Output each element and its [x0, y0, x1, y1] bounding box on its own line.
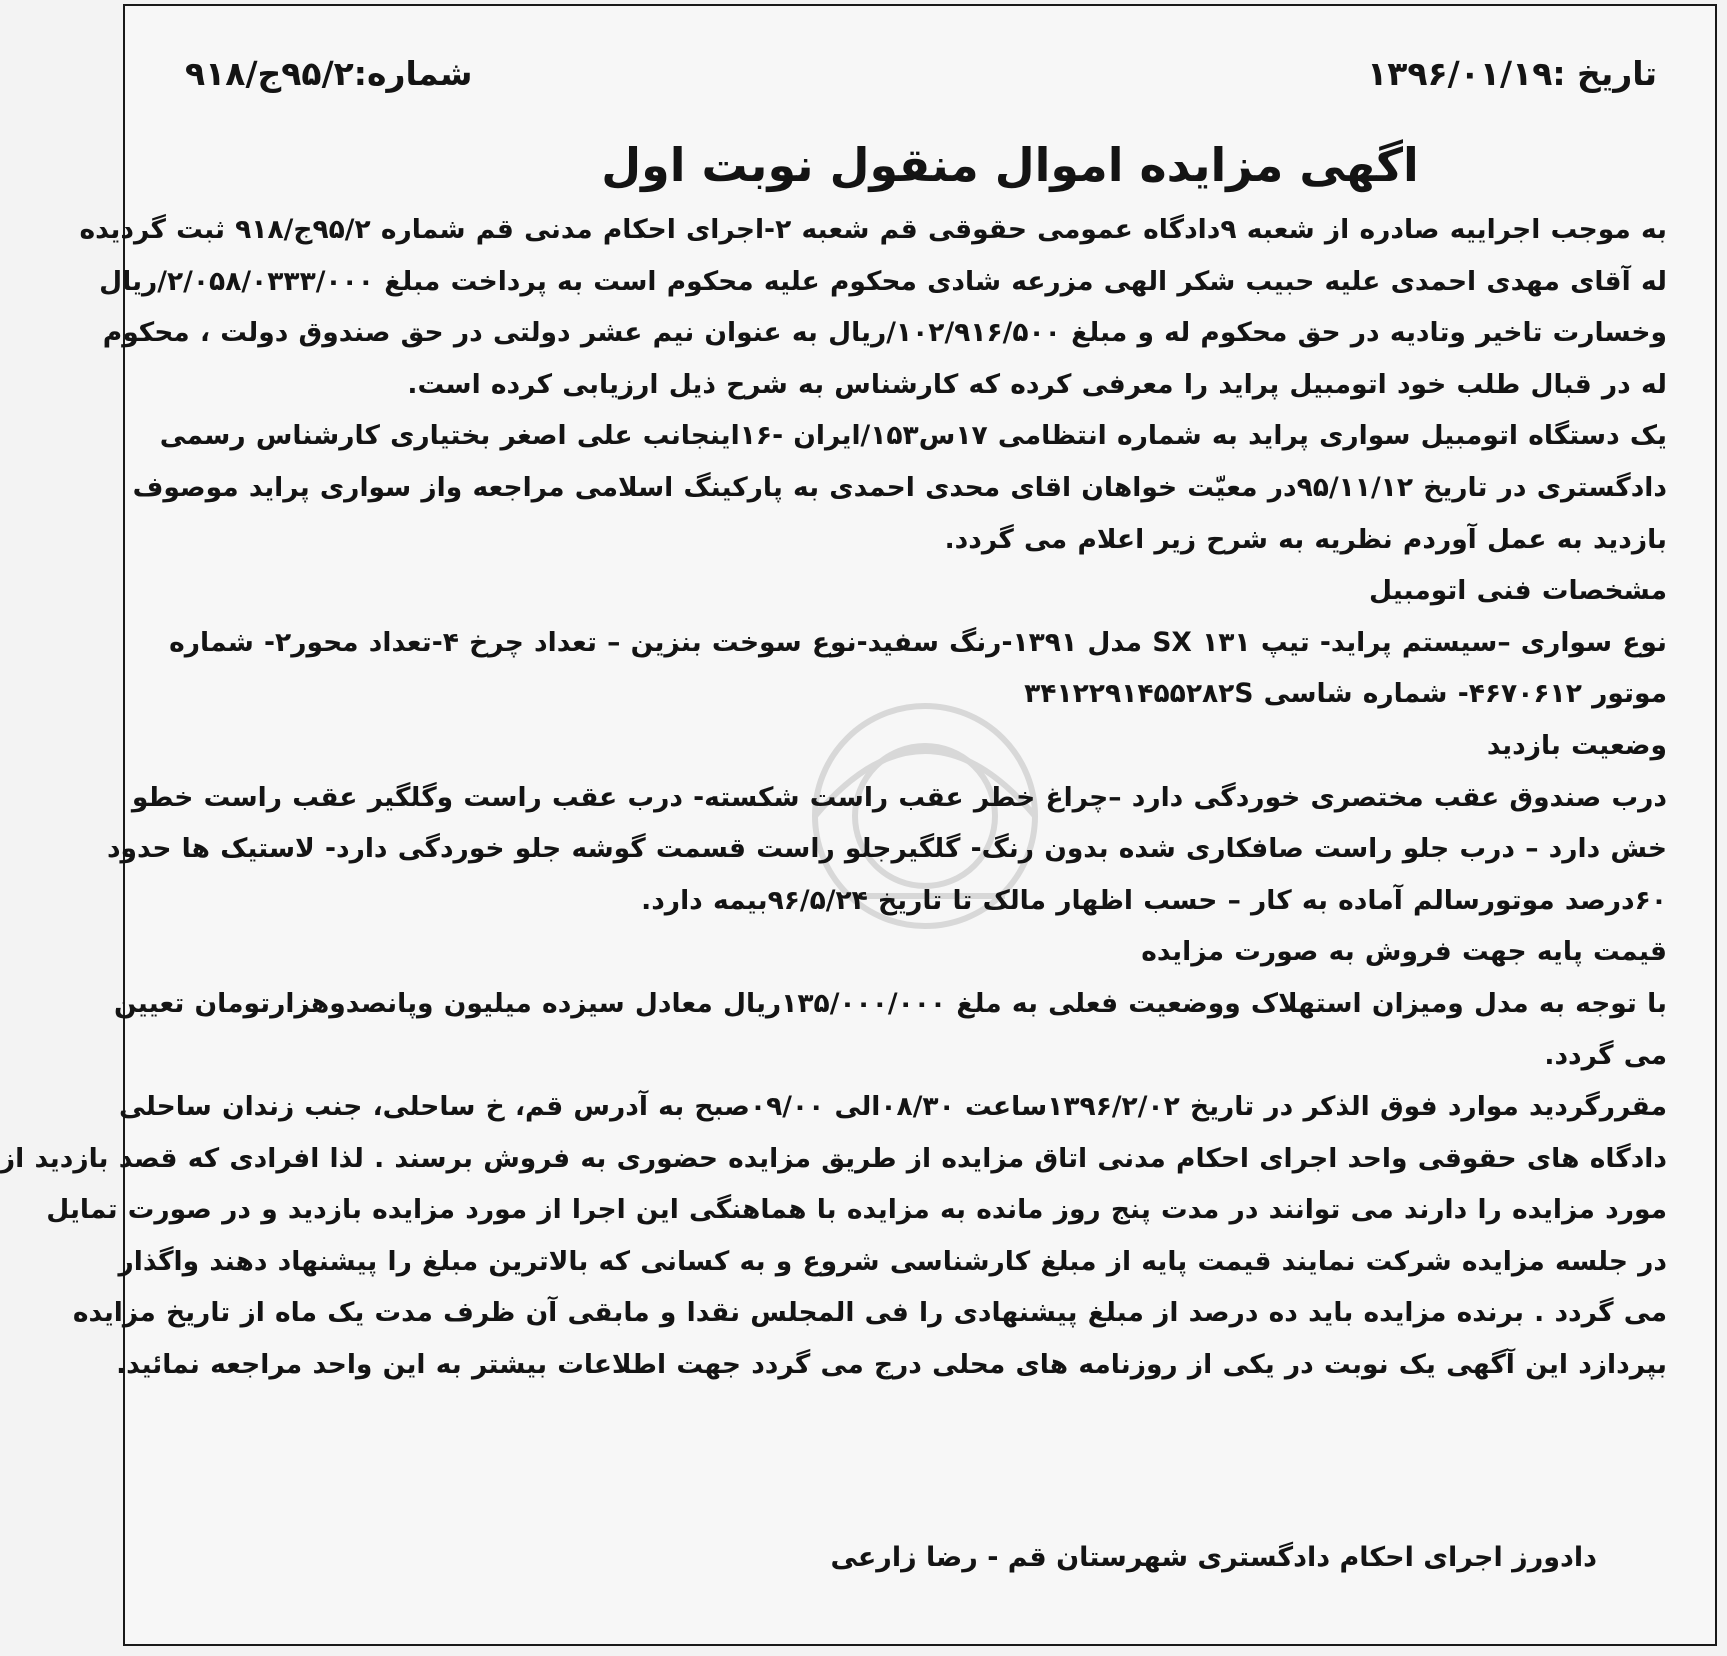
notice-frame — [0, 4, 1717, 1646]
text-line: در جلسه مزایده شرکت نمایند قیمت پایه از مبلغ کارشناسی شروع و به کسانی که بالاترین مبلغ را پیشنهاد دهند واگذار — [118, 1245, 1667, 1277]
expert-paragraph — [132, 410, 1667, 565]
price-paragraph — [113, 978, 1667, 1081]
visit-heading: وضعیت بازدید — [1486, 729, 1667, 761]
specs-heading: مشخصات فنی اتومبیل — [1369, 575, 1667, 607]
auction-paragraph — [0, 1081, 1667, 1391]
text-line: مقررگردید موارد فوق الذکر در تاریخ ۱۳۹۶/۲/۰۲ساعت ۰۸/۳۰الی ۰۹/۰۰صبح به آدرس قم، خ ساحلی، جنب زندان ساحلی — [119, 1091, 1667, 1123]
signature: دادورز اجرای احکام دادگستری شهرستان قم - رضا زارعی — [830, 1542, 1597, 1573]
text-line: موتور ۴۶۷۰۶۱۲- شماره شاسی ۳۴۱۲۲۹۱۴۵۵۲۸۲S — [1024, 678, 1667, 710]
visit-paragraph — [106, 772, 1667, 927]
notice-body — [0, 204, 1667, 1391]
text-line: مورد مزایده را دارند می توانند در مدت پنج روز مانده به مزایده با هماهنگی این اجرا از مورد مزایده بازدید و در صورت تمایل — [46, 1194, 1667, 1226]
text-line: خش دارد – درب جلو راست صافکاری شده بدون رنگ- گلگیرجلو راست قسمت گوشه جلو خوردگی دارد- لاستیک ها حدود — [106, 833, 1667, 865]
notice-date: تاریخ :۱۳۹۶/۰۱/۱۹ — [1367, 54, 1657, 93]
text-line: وخسارت تاخیر وتادیه در حق محکوم له و مبلغ ۱۰۲/۹۱۶/۵۰۰/ریال به عنوان نیم عشر دولتی در حق صندوق دولت ، محکوم — [102, 317, 1667, 349]
notice-number: شماره:۹۵/۲ج/۹۱۸ — [185, 54, 473, 93]
text-line: می گردد. — [1544, 1039, 1667, 1071]
text-line: له آقای مهدی احمدی علیه حبیب شکر الهی مزرعه شادی محکوم علیه محکوم است به پرداخت مبلغ ۲/۰۵۸/۰۳۳۳/۰۰۰/ریال — [99, 265, 1667, 297]
text-line: ۶۰درصد موتورسالم آماده به کار – حسب اظهار مالک تا تاریخ ۹۶/۵/۲۴بیمه دارد. — [641, 884, 1667, 916]
text-line: درب صندوق عقب مختصری خوردگی دارد –چراغ خطر عقب راست شکسته- درب عقب راست وگلگیر عقب راست خطو — [131, 781, 1667, 813]
text-line: دادگاه های حقوقی واحد اجرای احکام مدنی اتاق مزایده از طریق مزایده حضوری به فروش برسند . لذا افرادی که قصد بازدید از — [0, 1142, 1667, 1174]
text-line: نوع سواری –سیستم پراید- تیپ SX ۱۳۱ مدل ۱۳۹۱-رنگ سفید-نوع سوخت بنزین – تعداد چرخ ۴-تعداد محور۲- شماره — [169, 626, 1667, 658]
text-line: بپردازد این آگهی یک نوبت در یکی از روزنامه های محلی درج می گردد جهت اطلاعات بیشتر به این واحد مراجعه نمائید. — [116, 1349, 1667, 1381]
specs-paragraph — [171, 617, 1667, 720]
text-line: دادگستری در تاریخ ۹۵/۱۱/۱۲در معیّت خواهان اقای محدی احمدی به پارکینگ اسلامی مراجعه واز سواری پراید موصوف — [132, 471, 1667, 503]
text-line: بازدید به عمل آوردم نظریه به شرح زیر اعلام می گردد. — [944, 523, 1667, 555]
text-line: با توجه به مدل ومیزان استهلاک ووضعیت فعلی به ملغ ۱۳۵/۰۰۰/۰۰۰ریال معادل سیزده میلیون وپانصدوهزارتومان تعیین — [113, 987, 1667, 1019]
header — [125, 54, 1715, 114]
text-line: له در قبال طلب خود اتومبیل پراید را معرفی کرده که کارشناس به شرح ذیل ارزیابی کرده است. — [407, 368, 1667, 400]
intro-paragraph — [79, 204, 1667, 410]
text-line: به موجب اجراییه صادره از شعبه ۹دادگاه عمومی حقوقی قم شعبه ۲-اجرای احکام مدنی قم شماره ۹۵/۲ج/۹۱۸ ثبت گردیده — [79, 214, 1667, 245]
price-heading: قیمت پایه جهت فروش به صورت مزایده — [1141, 936, 1667, 968]
notice-title: اگهی مزایده اموال منقول نوبت اول — [601, 138, 1419, 192]
text-line: می گردد . برنده مزایده باید ده درصد از مبلغ پیشنهادی را فی المجلس نقدا و مابقی آن ظرف مدت یک ماه از تاریخ مزایده — [72, 1297, 1667, 1329]
text-line: یک دستگاه اتومبیل سواری پراید به شماره انتظامی ۱۷س۱۵۳/ایران -۱۶اینجانب علی اصغر بختیاری کارشناس رسمی — [159, 420, 1667, 452]
